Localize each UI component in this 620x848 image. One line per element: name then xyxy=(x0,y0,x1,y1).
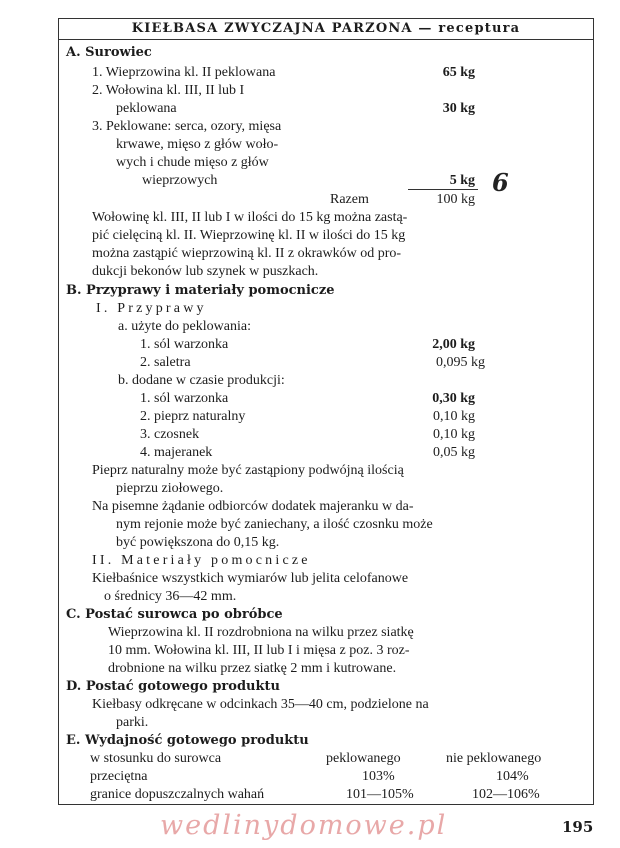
section-d-heading: D. Postać gotowego produktu xyxy=(66,679,280,694)
produkt-text-1: Kiełbasy odkręcane w odcinkach 35—40 cm, podzielone na xyxy=(92,697,429,712)
surowiec-item-2-value: 30 kg xyxy=(442,101,475,116)
wydajnosc-row-2-value-1: 101—105% xyxy=(346,787,414,802)
wydajnosc-row-1-value-1: 103% xyxy=(362,769,395,784)
surowiec-item-1: 1. Wieprzowina kl. II peklowana xyxy=(92,65,276,80)
obrobka-text-1: Wieprzowina kl. II rozdrobniona na wilku przez siatkę xyxy=(108,625,414,640)
przyprawy-note-1-cont: pieprzu ziołowego. xyxy=(116,481,224,496)
surowiec-note-2: pić cielęciną kl. II. Wieprzowinę kl. II w ilości do 15 kg xyxy=(92,228,406,243)
przyprawy-note-2-cont-1: nym rejonie może być zaniechany, a ilość czosnku może xyxy=(116,517,433,532)
przyprawy-a: a. użyte do peklowania: xyxy=(118,319,251,334)
wydajnosc-row-1-value-2: 104% xyxy=(496,769,529,784)
section-e-heading: E. Wydajność gotowego produktu xyxy=(66,733,309,748)
surowiec-note-4: dukcji bekonów lub szynek w puszkach. xyxy=(92,264,319,279)
przyprawy-subheading: I. Przyprawy xyxy=(96,301,207,316)
przyprawy-a-1: 1. sól warzonka xyxy=(140,337,229,352)
surowiec-item-3-cont-3: wieprzowych xyxy=(142,173,218,188)
przyprawy-b-2-value: 0,10 kg xyxy=(433,409,475,424)
przyprawy-note-2: Na pisemne żądanie odbiorców dodatek majeranku w da- xyxy=(92,499,414,514)
section-b-heading: B. Przyprawy i materiały pomocnicze xyxy=(66,283,335,298)
przyprawy-note-1: Pieprz naturalny może być zastąpiony podwójną ilością xyxy=(92,463,404,478)
section-c-heading: C. Postać surowca po obróbce xyxy=(66,607,283,622)
surowiec-item-3-cont-1: krwawe, mięso z głów woło- xyxy=(116,137,279,152)
materialy-text-2: o średnicy 36—42 mm. xyxy=(104,589,237,604)
przyprawy-b-4-value: 0,05 kg xyxy=(433,445,475,460)
przyprawy-a-1-value: 2,00 kg xyxy=(432,337,475,352)
wydajnosc-row-0-label: w stosunku do surowca xyxy=(90,751,222,766)
surowiec-item-3-value: 5 kg xyxy=(449,173,475,188)
surowiec-note-3: można zastąpić wieprzowiną kl. II z okrawków od pro- xyxy=(92,246,402,261)
produkt-text-2: parki. xyxy=(116,715,149,730)
wydajnosc-col-1: peklowanego xyxy=(326,751,401,766)
surowiec-item-3-cont-2: wych i chude mięso z głów xyxy=(116,155,269,170)
handwritten-mark: 6 xyxy=(492,168,509,197)
materialy-text-1: Kiełbaśnice wszystkich wymiarów lub jelita celofanowe xyxy=(92,571,409,586)
page-number: 195 xyxy=(562,818,594,836)
surowiec-item-2: 2. Wołowina kl. III, II lub I xyxy=(92,83,245,98)
obrobka-text-2: 10 mm. Wołowina kl. III, II lub I i mięsa z poz. 3 roz- xyxy=(108,643,410,658)
przyprawy-b-2: 2. pieprz naturalny xyxy=(140,409,246,424)
surowiec-item-3: 3. Peklowane: serca, ozory, mięsa xyxy=(92,119,282,134)
page-title: KIEŁBASA ZWYCZAJNA PARZONA — receptura xyxy=(58,18,594,40)
przyprawy-a-2-value: 0,095 kg xyxy=(436,355,485,370)
watermark: wedlinydomowe.pl xyxy=(160,810,448,841)
przyprawy-a-2: 2. saletra xyxy=(140,355,191,370)
przyprawy-b-4: 4. majeranek xyxy=(140,445,213,460)
wydajnosc-row-2-label: granice dopuszczalnych wahań xyxy=(90,787,265,802)
przyprawy-b-3: 3. czosnek xyxy=(140,427,200,442)
wydajnosc-row-1-label: przeciętna xyxy=(90,769,148,784)
wydajnosc-col-2: nie peklowanego xyxy=(446,751,542,766)
przyprawy-b-3-value: 0,10 kg xyxy=(433,427,475,442)
surowiec-item-2-cont: peklowana xyxy=(116,101,177,116)
przyprawy-b-1-value: 0,30 kg xyxy=(432,391,475,406)
total-value: 100 kg xyxy=(436,192,475,207)
wydajnosc-row-2-value-2: 102—106% xyxy=(472,787,540,802)
surowiec-item-1-value: 65 kg xyxy=(442,65,475,80)
przyprawy-b: b. dodane w czasie produkcji: xyxy=(118,373,285,388)
surowiec-note-1: Wołowinę kl. III, II lub I w ilości do 15 kg można zastą- xyxy=(92,210,408,225)
materialy-subheading: II. Materiały pomocnicze xyxy=(92,553,311,568)
obrobka-text-3: drobnione na wilku przez siatkę 2 mm i kutrowane. xyxy=(108,661,397,676)
total-label: Razem xyxy=(330,192,369,207)
sum-rule xyxy=(408,189,478,190)
przyprawy-b-1: 1. sól warzonka xyxy=(140,391,229,406)
section-a-heading: A. Surowiec xyxy=(66,45,152,60)
przyprawy-note-2-cont-2: być powiększona do 0,15 kg. xyxy=(116,535,280,550)
